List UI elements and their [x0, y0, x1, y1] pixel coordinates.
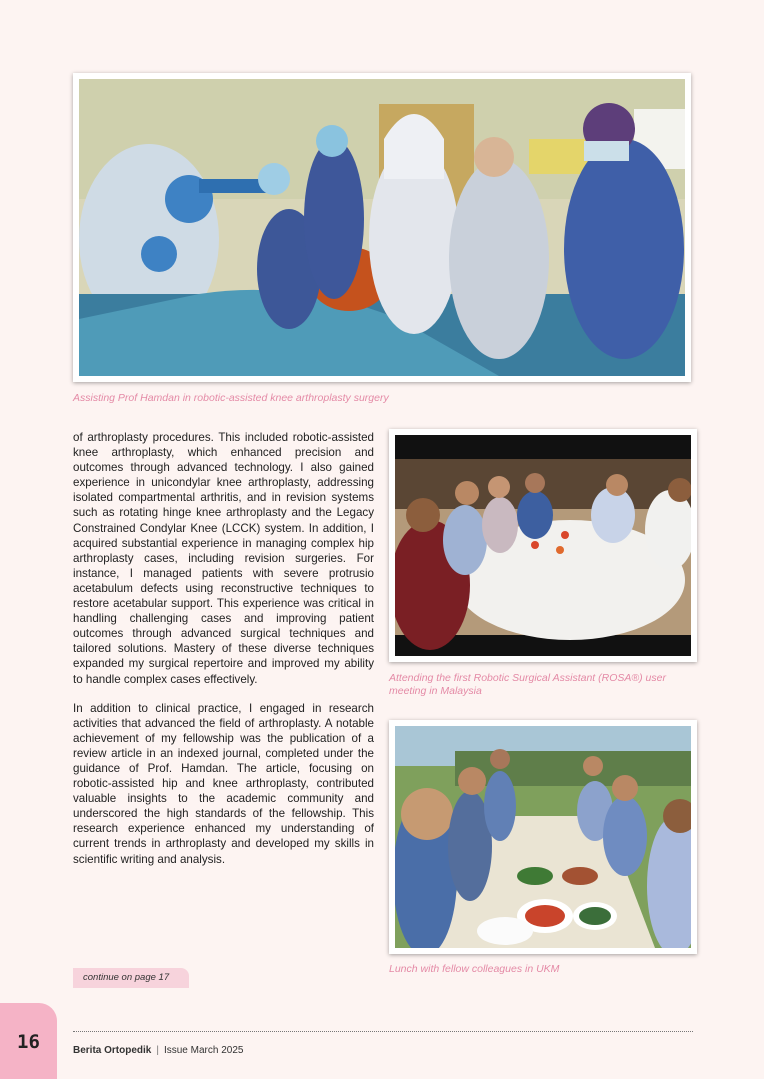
- surgery-photo: [79, 79, 685, 376]
- meeting-photo-illustration: [395, 435, 691, 656]
- meeting-photo-frame: [389, 429, 697, 662]
- lunch-photo: [395, 726, 691, 948]
- meeting-photo-caption: Attending the first Robotic Surgical Assistant (ROSA®) user meeting in Malaysia: [389, 672, 666, 697]
- footer-divider: [73, 1031, 693, 1032]
- surgery-photo-illustration: [79, 79, 685, 376]
- lunch-photo-caption: Lunch with fellow colleagues in UKM: [389, 963, 560, 975]
- meeting-photo: [395, 435, 691, 656]
- continue-label: continue on page 17: [83, 972, 170, 983]
- body-paragraph-2: In addition to clinical practice, I engaged in research activities that advanced the field of arthroplasty. A notable achievement of my fellowship was the publication of a review article in an indexed journal, completed under the guidance of Prof. Hamdan. The article, focusing on robotic-assisted hip and knee arthroplasty, contributed valuable insights to the academic community and underscored the high standards of the fellowship. This research experience enhanced my understanding of current trends in arthroplasty and developed my skills in scientific writing and analysis.: [73, 701, 374, 866]
- page-number-tab: [0, 1003, 57, 1079]
- footer-separator: |: [156, 1045, 159, 1056]
- lunch-photo-frame: [389, 720, 697, 954]
- publication-name: Berita Ortopedik: [73, 1045, 152, 1056]
- surgery-photo-caption: Assisting Prof Hamdan in robotic-assisted knee arthroplasty surgery: [73, 392, 389, 404]
- body-paragraph-1: of arthroplasty procedures. This included robotic-assisted knee arthroplasty, which enhanced precision and outcomes through advanced technology. I also gained experience in unicondylar knee arthroplasty, addressing isolated compartmental arthritis, and in revision systems such as rotating hinge knee arthroplasty and the Legacy Constrained Condylar Knee (LCCK) system. In addition, I acquired substantial experience in managing complex hip arthroplasty cases, including revision surgeries. For instance, I managed patients with severe protrusio acetabulum defects using reconstructive techniques to restore acetabular support. This experience was critical in handling challenging cases and improving patient outcomes through advanced surgical techniques and tailored solutions. Mastery of these diverse techniques expanded my surgical repertoire and improved my ability to handle complex cases effectively.: [73, 431, 374, 686]
- footer-text: [73, 1045, 243, 1056]
- continue-tab: [73, 968, 189, 988]
- issue-label: Issue March 2025: [163, 1045, 244, 1056]
- article-body: [73, 430, 374, 881]
- page-number: 16: [17, 1031, 40, 1053]
- surgery-photo-frame: [73, 73, 691, 382]
- lunch-photo-illustration: [395, 726, 691, 948]
